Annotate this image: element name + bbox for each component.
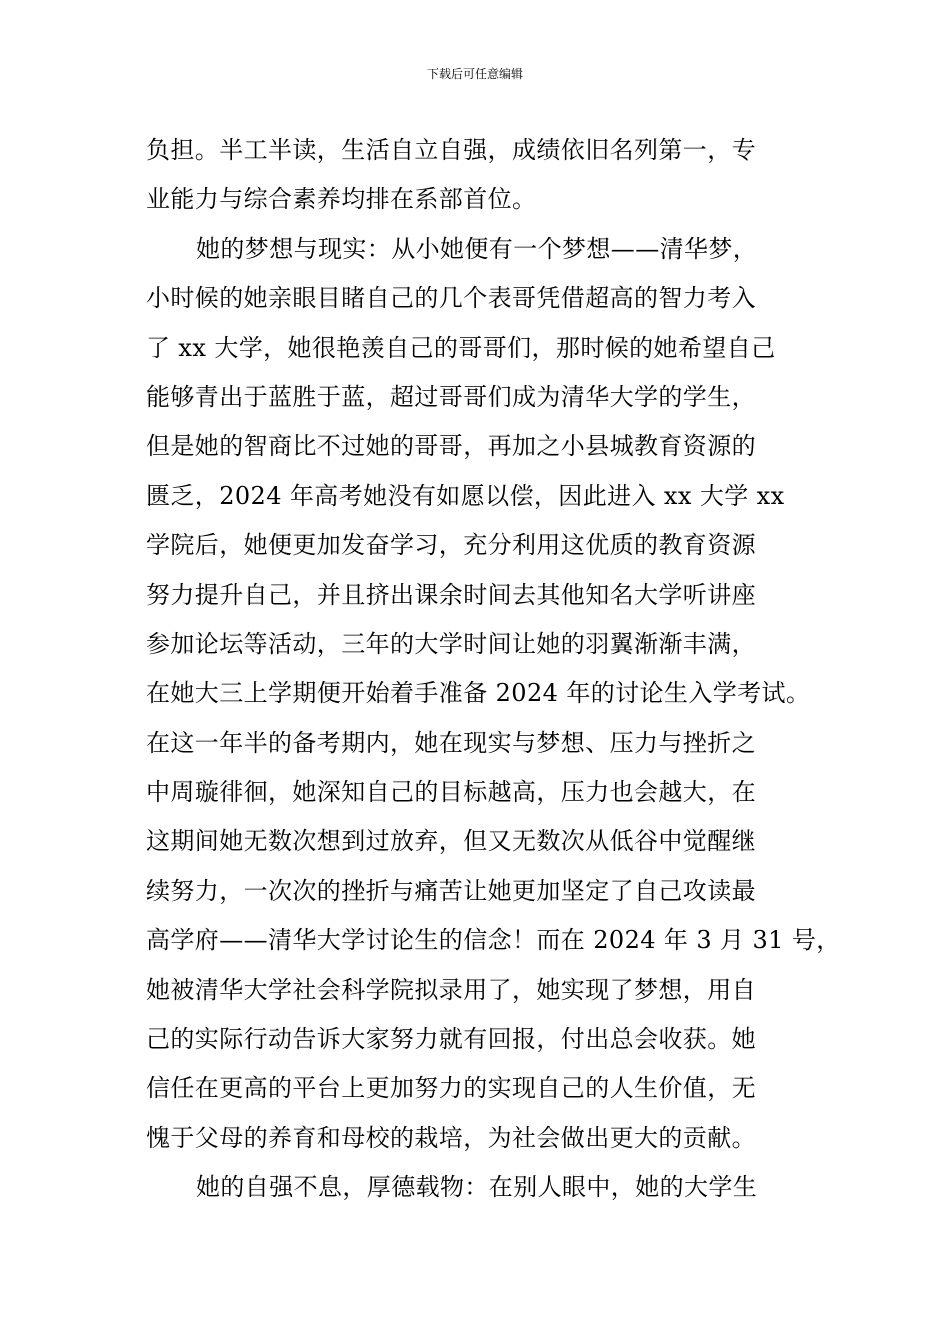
text-line: 这期间她无数次想到过放弃，但又无数次从低谷中觉醒继 <box>146 827 756 856</box>
text-line: 信任在更高的平台上更加努力的实现自己的人生价值，无 <box>146 1074 756 1103</box>
text-line: 努力提升自己，并且挤出课余时间去其他知名大学听讲座 <box>146 580 756 609</box>
text-line: 匮乏，2024 年高考她没有如愿以偿，因此进入 xx 大学 xx <box>146 481 785 510</box>
text-line: 业能力与综合素养均排在系部首位。 <box>146 185 537 214</box>
text-line: 她被清华大学社会科学院拟录用了，她实现了梦想，用自 <box>146 975 756 1004</box>
page-header: 下载后可任意编辑 <box>426 67 523 81</box>
text-line: 小时候的她亲眼目睹自己的几个表哥凭借超高的智力考入 <box>146 284 756 313</box>
paragraph-start-line: 她的自强不息，厚德载物：在别人眼中，她的大学生 <box>196 1173 758 1202</box>
text-line: 了 xx 大学，她很艳羡自己的哥哥们，那时候的她希望自己 <box>146 333 776 362</box>
text-line: 但是她的智商比不过她的哥哥，再加之小县城教育资源的 <box>146 432 756 461</box>
text-line: 学院后，她便更加发奋学习，充分利用这优质的教育资源 <box>146 531 756 560</box>
text-line: 能够青出于蓝胜于蓝，超过哥哥们成为清华大学的学生， <box>146 382 756 411</box>
text-line: 在她大三上学期便开始着手准备 2024 年的讨论生入学考试。 <box>146 679 811 708</box>
text-line: 续努力，一次次的挫折与痛苦让她更加坚定了自己攻读最 <box>146 876 756 905</box>
document-body <box>146 126 841 1213</box>
text-line: 在这一年半的备考期内，她在现实与梦想、压力与挫折之 <box>146 728 756 757</box>
text-line: 高学府——清华大学讨论生的信念！而在 2024 年 3 月 31 号， <box>146 926 841 955</box>
text-line: 负担。半工半读，生活自立自强，成绩依旧名列第一，专 <box>146 136 756 164</box>
text-line: 参加论坛等活动，三年的大学时间让她的羽翼渐渐丰满， <box>146 629 756 658</box>
text-line: 中周璇徘徊，她深知自己的目标越高，压力也会越大，在 <box>146 778 756 807</box>
text-line: 己的实际行动告诉大家努力就有回报，付出总会收获。她 <box>146 1025 756 1054</box>
paragraph-start-line: 她的梦想与现实：从小她便有一个梦想——清华梦， <box>196 234 758 263</box>
text-line: 愧于父母的养育和母校的栽培，为社会做出更大的贡献。 <box>146 1123 756 1152</box>
